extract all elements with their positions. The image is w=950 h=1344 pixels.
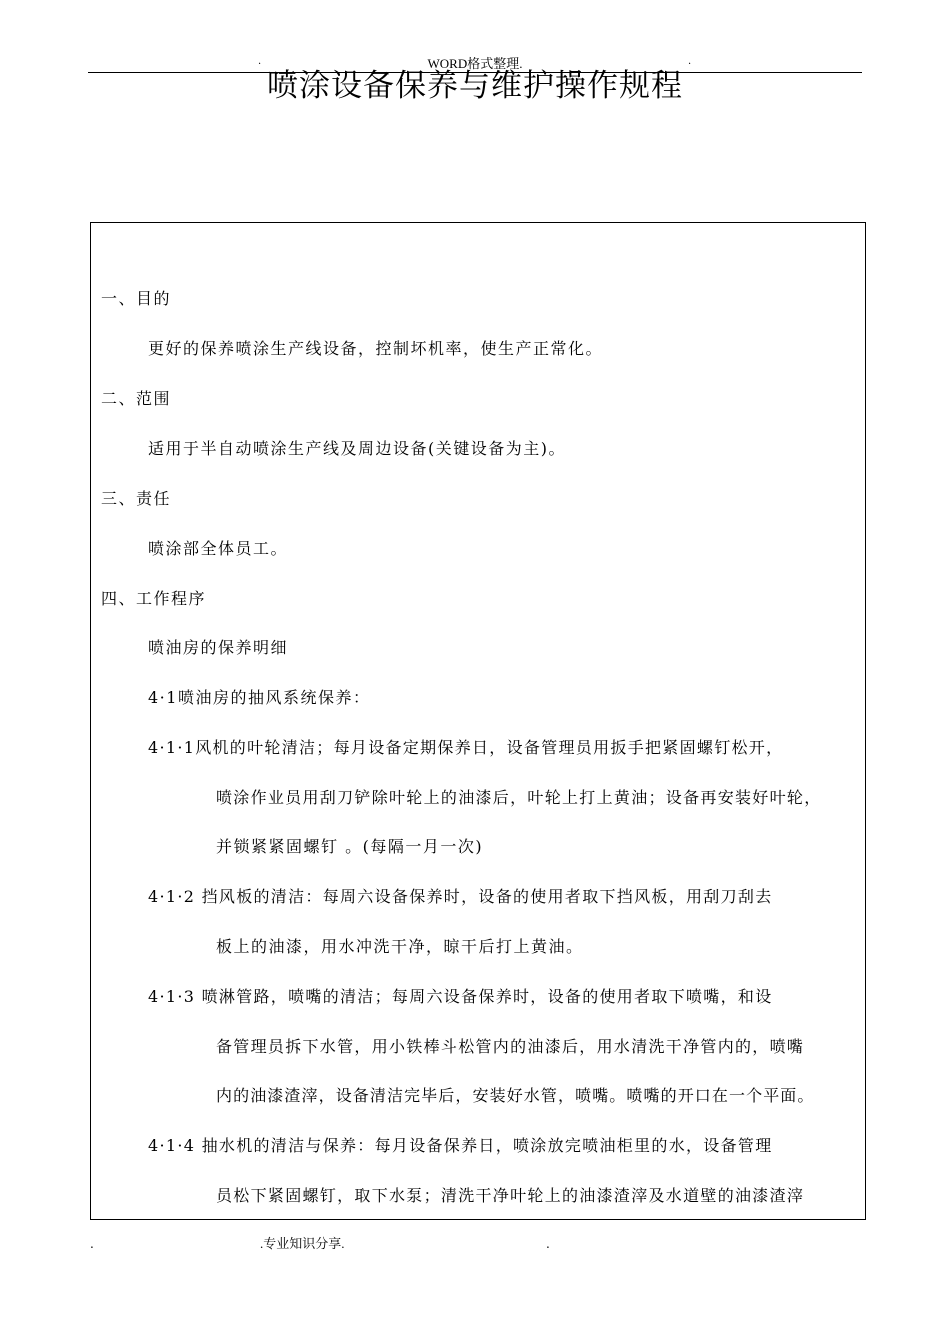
section-1-heading: 一、目的 <box>101 289 172 308</box>
section-1-body: 更好的保养喷涂生产线设备，控制坏机率，使生产正常化。 <box>148 339 604 358</box>
clause-4-1-3-line-3: 内的油漆渣滓，设备清洁完毕后，安装好水管，喷嘴。喷嘴的开口在一个平面。 <box>216 1086 815 1105</box>
clause-4-1-4-line-2: 员松下紧固螺钉，取下水泵；清洗干净叶轮上的油漆渣滓及水道壁的油漆渣滓 <box>216 1186 805 1205</box>
section-4-intro: 喷油房的保养明细 <box>148 638 289 657</box>
section-2-heading: 二、范围 <box>101 389 172 408</box>
footer-dot-right: . <box>546 1237 550 1251</box>
clause-4-1-3-line-2: 备管理员拆下水管，用小铁棒斗松管内的油漆后，用水清洗干净管内的，喷嘴 <box>216 1037 805 1056</box>
content-box <box>90 222 866 1220</box>
clause-4-1-1-line-3: 并锁紧紧固螺钉 。(每隔一月一次) <box>216 837 484 856</box>
clause-4-1-2-line-1: 4·1·2 挡风板的清洁：每周六设备保养时，设备的使用者取下挡风板，用刮刀刮去 <box>148 887 773 906</box>
clause-4-1-3-line-1: 4·1·3 喷淋管路，喷嘴的清洁；每周六设备保养时，设备的使用者取下喷嘴，和设 <box>148 987 773 1006</box>
header-note: WORD格式整理. <box>427 56 523 71</box>
footer-note: .专业知识分享. <box>260 1236 345 1251</box>
section-4-heading: 四、工作程序 <box>101 589 207 608</box>
section-3-body: 喷涂部全体员工。 <box>148 539 289 558</box>
clause-4-1-2-line-2: 板上的油漆，用水冲洗干净，晾干后打上黄油。 <box>216 937 584 956</box>
header-dot-right: . <box>688 56 692 67</box>
footer-dot-left: . <box>90 1237 94 1251</box>
clause-4-1-1-line-2: 喷涂作业员用刮刀铲除叶轮上的油漆后，叶轮上打上黄油；设备再安装好叶轮， <box>216 788 822 807</box>
clause-4-1: 4·1喷油房的抽风系统保养： <box>148 688 371 707</box>
clause-4-1-1-line-1: 4·1·1风机的叶轮清洁；每月设备定期保养日，设备管理员用扳手把紧固螺钉松开， <box>148 738 784 757</box>
section-3-heading: 三、责任 <box>101 489 172 508</box>
document-title: 喷涂设备保养与维护操作规程 <box>267 68 683 104</box>
header-dot-left: . <box>258 56 262 67</box>
clause-4-1-4-line-1: 4·1·4 抽水机的清洁与保养：每月设备保养日，喷涂放完喷油柜里的水，设备管理 <box>148 1136 773 1155</box>
section-2-body: 适用于半自动喷涂生产线及周边设备(关键设备为主)。 <box>148 439 566 458</box>
